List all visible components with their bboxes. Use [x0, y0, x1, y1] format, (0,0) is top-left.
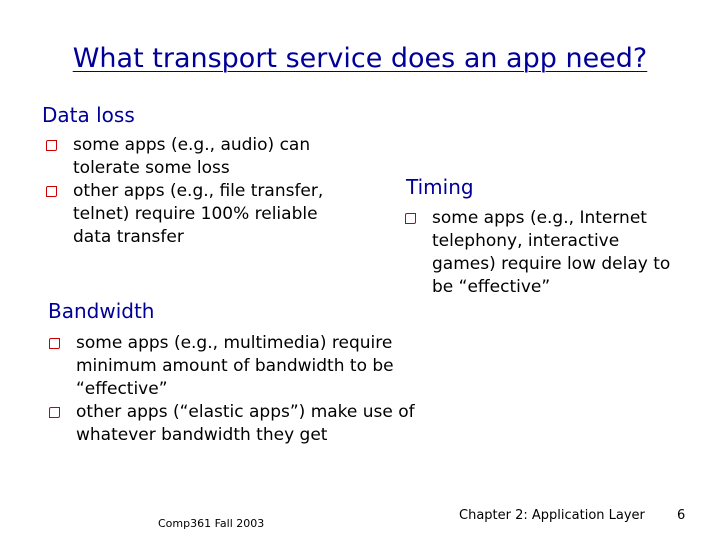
page-number: 6 — [677, 508, 686, 523]
bullet-icon — [49, 338, 60, 349]
list-item: other apps (e.g., file transfer, telnet) require 100% reliable data transfer — [46, 180, 346, 249]
list-item: some apps (e.g., Internet telephony, interactive games) require low delay to be “effective” — [405, 207, 675, 299]
list-item: some apps (e.g., multimedia) require minimum amount of bandwidth to be “effective” — [49, 332, 421, 401]
slide-title: What transport service does an app need? — [72, 43, 648, 74]
bullet-icon — [49, 407, 60, 418]
bandwidth-list — [49, 332, 421, 447]
timing-heading: Timing — [406, 175, 474, 199]
footer-course: Comp361 Fall 2003 — [158, 517, 265, 530]
footer-chapter: Chapter 2: Application Layer — [459, 508, 645, 523]
bullet-icon — [46, 186, 57, 197]
bandwidth-heading: Bandwidth — [48, 299, 155, 323]
data-loss-list — [46, 134, 346, 249]
timing-list — [405, 207, 675, 299]
data-loss-heading: Data loss — [42, 103, 135, 127]
list-item: some apps (e.g., audio) can tolerate some loss — [46, 134, 346, 180]
bullet-icon — [46, 140, 57, 151]
list-item: other apps (“elastic apps”) make use of whatever bandwidth they get — [49, 401, 421, 447]
bullet-icon — [405, 213, 416, 224]
